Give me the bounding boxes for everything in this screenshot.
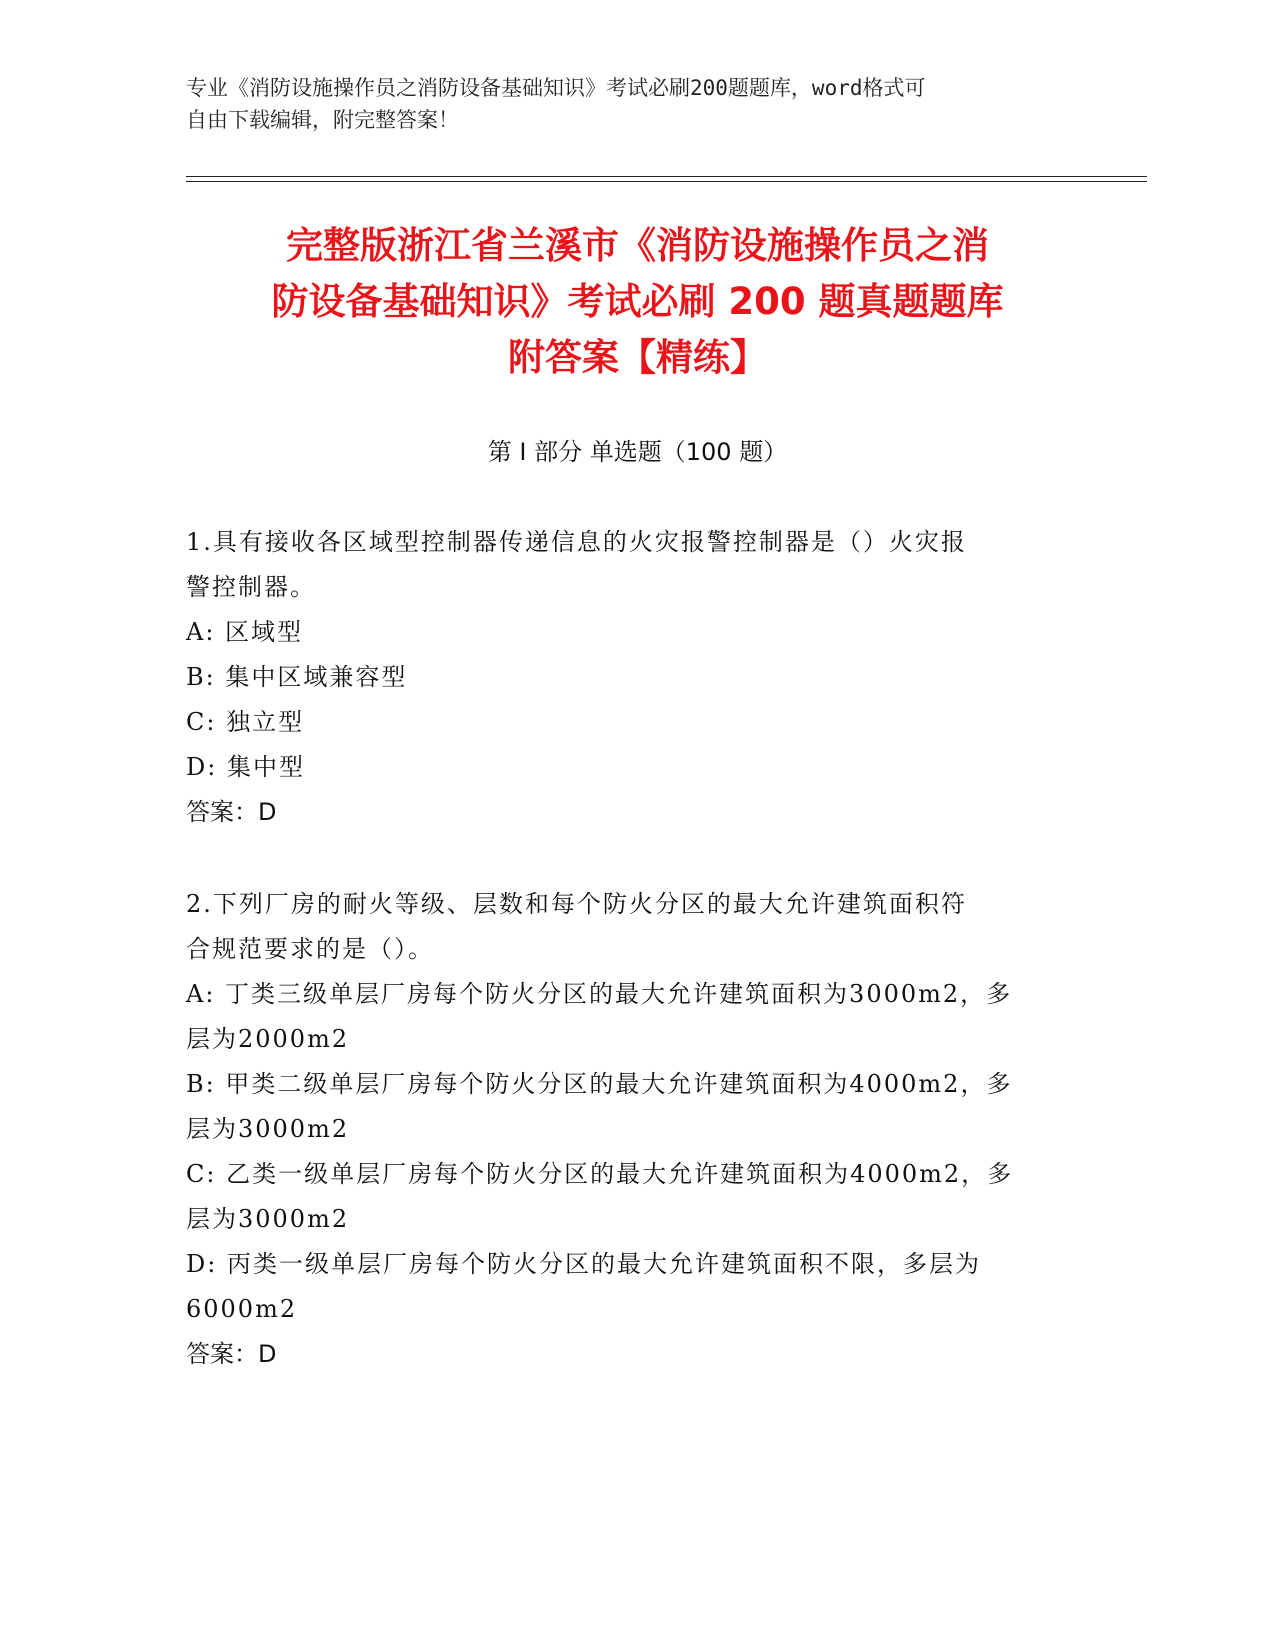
- option-d-continued: 6000m2: [186, 1295, 298, 1323]
- header-divider-bottom: [186, 181, 1147, 182]
- option-c-continued: 层为3000m2: [186, 1205, 350, 1233]
- document-title-line-3: 附答案【精练】: [508, 336, 767, 379]
- option-b: B: 甲类二级单层厂房每个防火分区的最大允许建筑面积为4000m2，多: [186, 1070, 1013, 1098]
- document-title: [150, 218, 1125, 386]
- question-stem-line: 警控制器。: [186, 573, 316, 601]
- document-title-line-2: 防设备基础知识》考试必刷 200 题真题题库: [271, 280, 1004, 323]
- option-d: D: 丙类一级单层厂房每个防火分区的最大允许建筑面积不限，多层为: [186, 1250, 981, 1278]
- question-1: [186, 520, 1086, 835]
- question-stem-line: 合规范要求的是（）。: [186, 935, 434, 963]
- option-a: A: 区域型: [186, 618, 304, 646]
- document-title-line-1: 完整版浙江省兰溪市《消防设施操作员之消: [286, 224, 989, 267]
- option-a: A: 丁类三级单层厂房每个防火分区的最大允许建筑面积为3000m2，多: [186, 980, 1013, 1008]
- option-b: B: 集中区域兼容型: [186, 663, 408, 691]
- question-stem-line: 2.下列厂房的耐火等级、层数和每个防火分区的最大允许建筑面积符: [186, 890, 967, 918]
- option-d: D: 集中型: [186, 753, 305, 781]
- answer-label: 答案：D: [186, 798, 277, 826]
- question-2: [186, 882, 1086, 1377]
- option-b-continued: 层为3000m2: [186, 1115, 350, 1143]
- section-title: 第 I 部分 单选题（100 题）: [487, 438, 788, 466]
- header-note-line-1: 专业《消防设施操作员之消防设备基础知识》考试必刷200题题库，word格式可: [186, 76, 926, 100]
- question-stem-line: 1.具有接收各区域型控制器传递信息的火灾报警控制器是（）火灾报: [186, 528, 967, 556]
- header-note: [186, 72, 1066, 136]
- header-note-line-2: 自由下载编辑，附完整答案！: [186, 108, 459, 132]
- option-a-continued: 层为2000m2: [186, 1025, 350, 1053]
- option-c: C: 独立型: [186, 708, 305, 736]
- option-c: C: 乙类一级单层厂房每个防火分区的最大允许建筑面积为4000m2，多: [186, 1160, 1014, 1188]
- header-divider-top: [186, 176, 1147, 177]
- answer-label: 答案：D: [186, 1340, 277, 1368]
